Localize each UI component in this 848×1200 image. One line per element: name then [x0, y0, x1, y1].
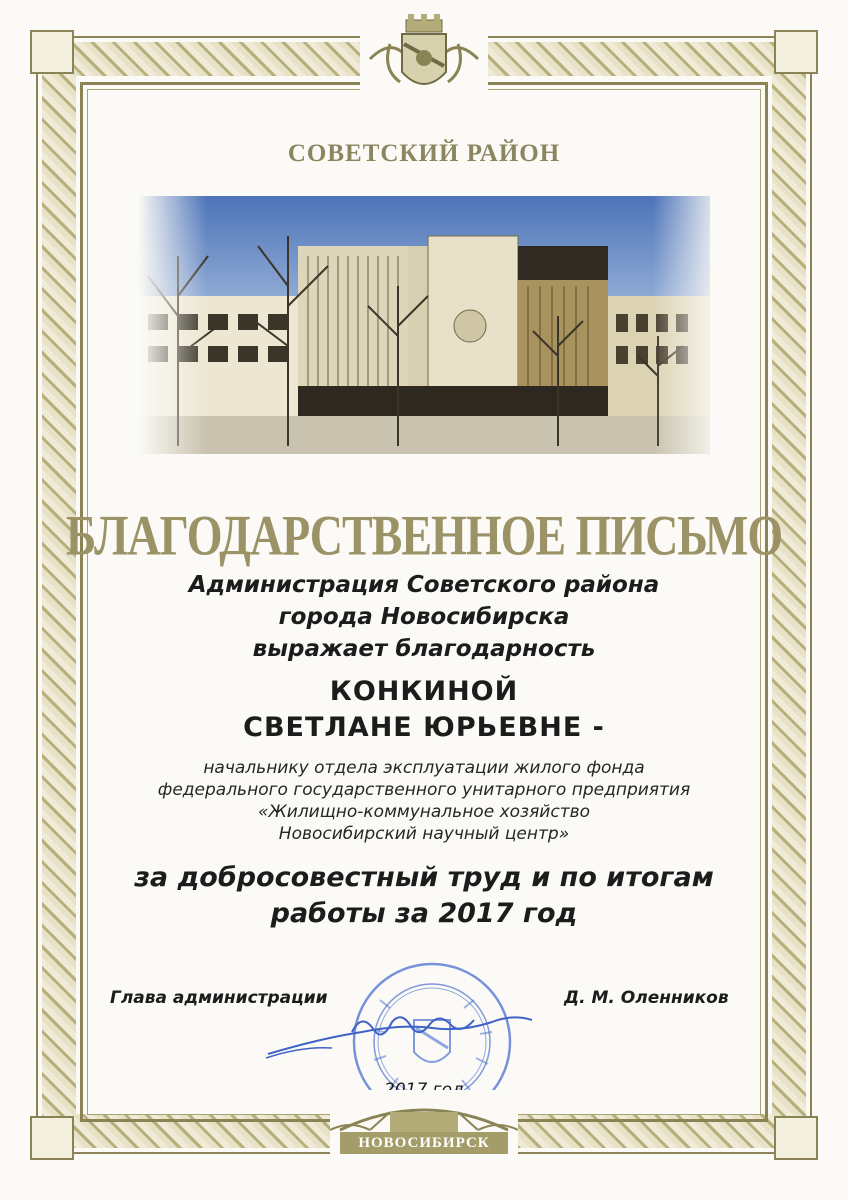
- corner-ornament: [774, 1116, 818, 1160]
- position-line: начальнику отдела эксплуатации жилого фонда: [203, 758, 645, 778]
- recipient-name: КОНКИНОЙ: [329, 676, 519, 707]
- building-photo: [138, 196, 710, 454]
- issuer-line: выражает благодарность: [252, 636, 596, 662]
- reason-line: за добросовестный труд и по итогам: [134, 862, 714, 893]
- recipient-name: СВЕТЛАНЕ ЮРЬЕВНЕ -: [243, 712, 605, 743]
- city-label: НОВОСИБИРСК: [340, 1132, 508, 1154]
- reason-line: работы за 2017 год: [270, 898, 578, 929]
- coat-of-arms-icon: [360, 14, 488, 104]
- signatory-name: Д. М. Оленников: [564, 988, 729, 1008]
- corner-ornament: [30, 1116, 74, 1160]
- city-emblem: [330, 1090, 518, 1168]
- corner-ornament: [774, 30, 818, 74]
- position-line: «Жилищно-коммунальное хозяйство: [257, 802, 591, 822]
- corner-ornament: [30, 30, 74, 74]
- handwritten-signature: [262, 1002, 562, 1072]
- position-line: федерального государственного унитарного предприятия: [157, 780, 691, 800]
- issuer-line: города Новосибирска: [278, 604, 570, 630]
- issuer-line: Администрация Советского района: [188, 572, 660, 598]
- signatory-role: Глава администрации: [110, 988, 328, 1008]
- position-line: Новосибирский научный центр»: [278, 824, 570, 844]
- district-heading: СОВЕТСКИЙ РАЙОН: [287, 140, 561, 167]
- document-title: БЛАГОДАРСТВЕННОЕ ПИСЬМО: [65, 503, 783, 567]
